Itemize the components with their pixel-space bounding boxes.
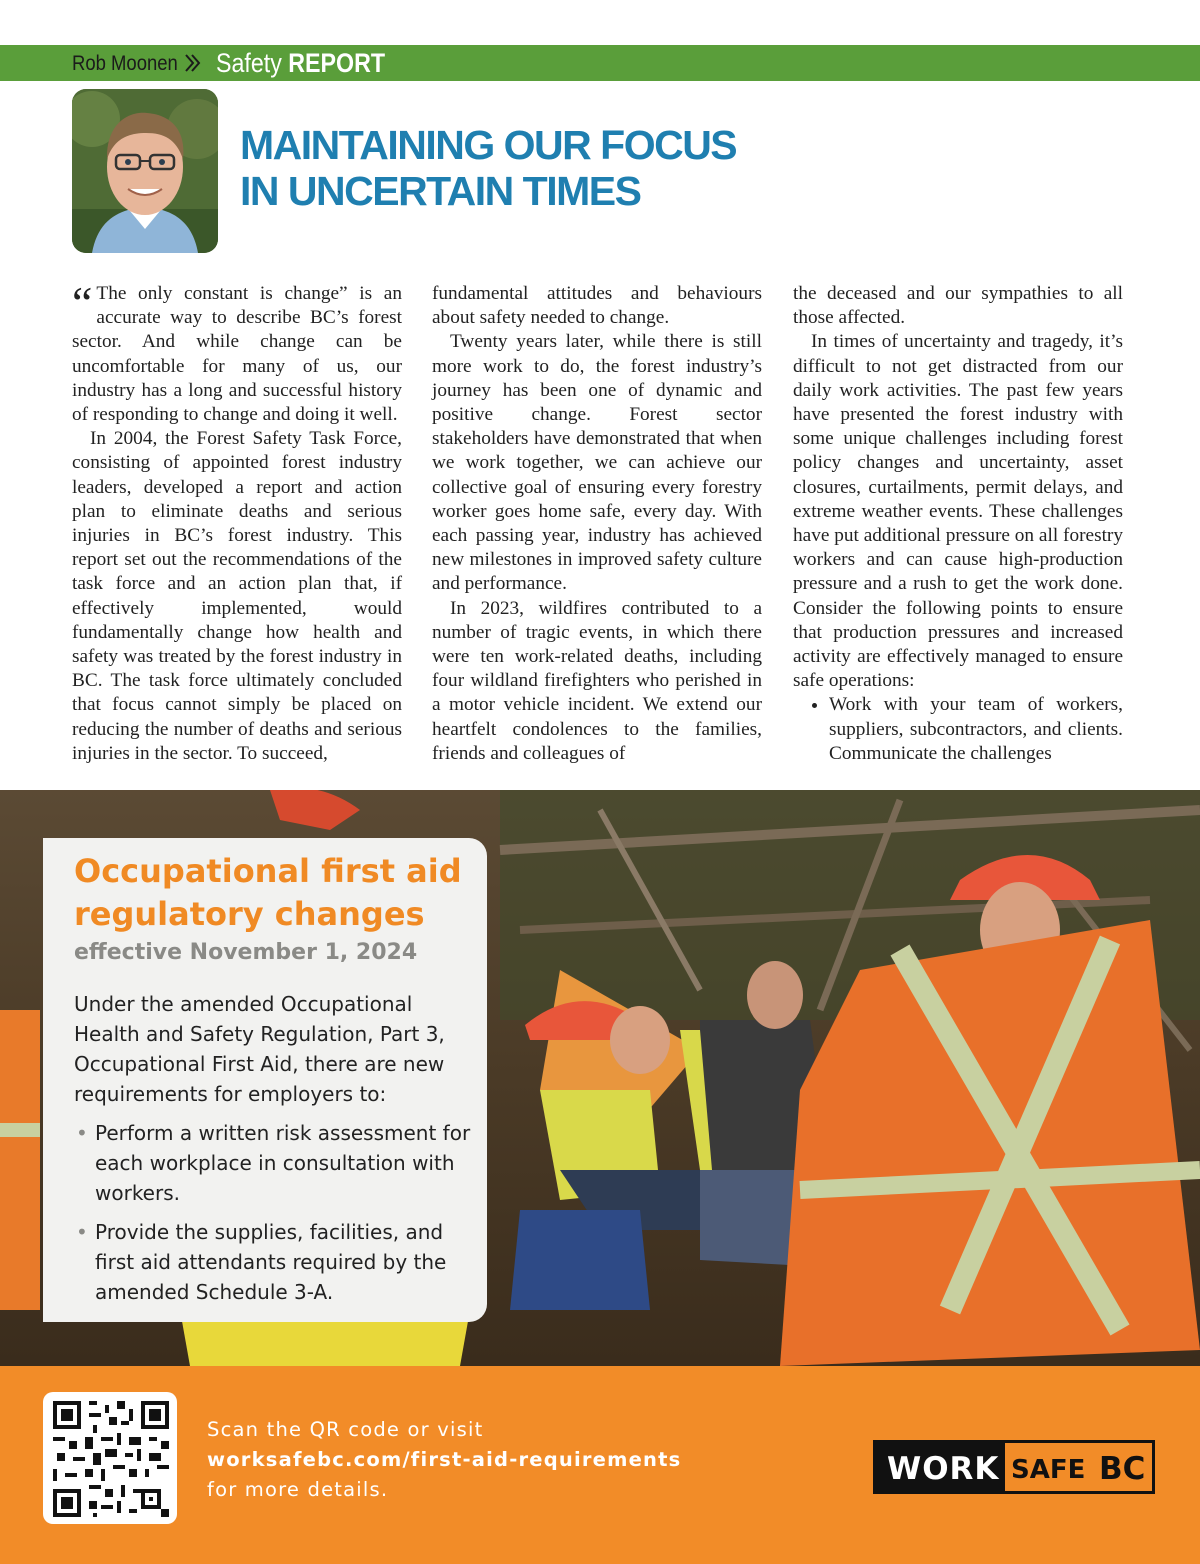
- footer-url-link[interactable]: [207, 1445, 681, 1475]
- author-portrait-illustration: [72, 89, 218, 253]
- footer-text: [207, 1415, 681, 1505]
- article-bullet-item: • Work with your team of workers, suppliers, subcontractors, and clients. Communicate the challenges: [829, 693, 1123, 766]
- author-name: Rob Moonen: [72, 52, 178, 75]
- logo-bc-text: BC: [1099, 1451, 1146, 1487]
- info-card-bullet-list: [74, 1118, 474, 1316]
- article-paragraph-2: In 2004, the Forest Safety Task Force, consisting of appointed forest industry leaders, developed a report and action plan to eliminate deaths and serious injuries in BC’s forest industry. This report set out the recommendations of the task force and an action plan that, if effectively implemented, would fundamentally change how health and safety was treated by the forest industry in BC. The task force ultimately concluded that focus cannot simply be placed on reducing the number of deaths and serious injuries in the sector. To succeed,: [72, 428, 402, 764]
- logo-safe-text: SAFE: [1011, 1455, 1086, 1485]
- info-card-title-line2: regulatory changes: [74, 895, 425, 933]
- author-portrait: [72, 89, 218, 253]
- header-bar: [0, 45, 1200, 81]
- chevron-right-icon: [183, 52, 203, 74]
- article-paragraph-4: In 2023, wildfires contributed to a number of tragic events, in which there were ten work-related deaths, including four wildland firefighters who perished in a motor vehicle incident. We extend our heartfelt condolences to the families, friends and colleagues of: [432, 597, 762, 764]
- info-card-bullet: • Perform a written risk assessment for each workplace in consultation with workers.: [74, 1118, 474, 1208]
- article-paragraph-4-continued: the deceased and our sympathies to all those affected.: [793, 283, 1123, 329]
- article-title-line1: MAINTAINING OUR FOCUS: [240, 122, 737, 168]
- info-card-title: [74, 850, 462, 936]
- info-card-effective-date: effective November 1, 2024: [74, 940, 418, 965]
- article-paragraph-3: Twenty years later, while there is still more work to do, the forest industry’s journey has been one of dynamic and positive change. Forest sector stakeholders have demonstrated that when we work together, we can achieve our collective goal of ensuring every forestry worker goes home safe, every day. With each passing year, industry has achieved new milestones in improved safety culture and performance.: [432, 331, 762, 595]
- article-column-3: [793, 282, 1123, 766]
- article-title-line2: IN UNCERTAIN TIMES: [240, 168, 641, 214]
- article-column-2: [432, 282, 762, 766]
- info-card-bullet: • Provide the supplies, facilities, and first aid attendants required by the amended Schedule 3-A.: [74, 1217, 474, 1307]
- section-label-light: Safety: [216, 48, 282, 78]
- footer-url-text: worksafebc.com/first-aid-requirements: [207, 1448, 682, 1471]
- info-card-body: Under the amended Occupational Health and Safety Regulation, Part 3, Occupational First Aid, there are new requirements for employers to:: [74, 992, 445, 1106]
- qr-code-icon[interactable]: [53, 1401, 169, 1517]
- article-paragraph-5: In times of uncertainty and tragedy, it’s difficult to not get distracted from our daily work activities. The past few years have presented the forest industry with some unique challenges including forest policy changes and uncertainty, asset closures, curtailments, permit delays, and extreme weather events. These challenges have put additional pressure on all forestry workers and can cause high-production pressure and a rush to get the work done. Consider the following points to ensure that production pressures and increased activity are effectively managed to ensure safe operations:: [793, 331, 1123, 692]
- footer-line-1: Scan the QR code or visit: [207, 1418, 484, 1441]
- article-paragraph-2-continued: fundamental attitudes and behaviours about safety needed to change.: [432, 283, 762, 329]
- section-label: [216, 48, 385, 79]
- logo-work-text: WORK: [887, 1451, 1000, 1487]
- article-column-1: [72, 277, 402, 766]
- info-card-title-line1: Occupational first aid: [74, 852, 462, 890]
- opening-quote-mark: “: [72, 277, 93, 328]
- footer-line-3: for more details.: [207, 1478, 389, 1501]
- worksafebc-logo: [873, 1440, 1155, 1494]
- article-paragraph-1-text: The only constant is change” is an accurate way to describe BC’s forest sector. And while change can be uncomfortable for many of us, our industry has a long and successful history of responding to change and doing it well.: [72, 283, 402, 426]
- section-label-bold: REPORT: [288, 48, 386, 78]
- article-paragraph-1: [72, 277, 402, 427]
- article-bullet-list: [793, 693, 1123, 766]
- article-title: [240, 122, 736, 214]
